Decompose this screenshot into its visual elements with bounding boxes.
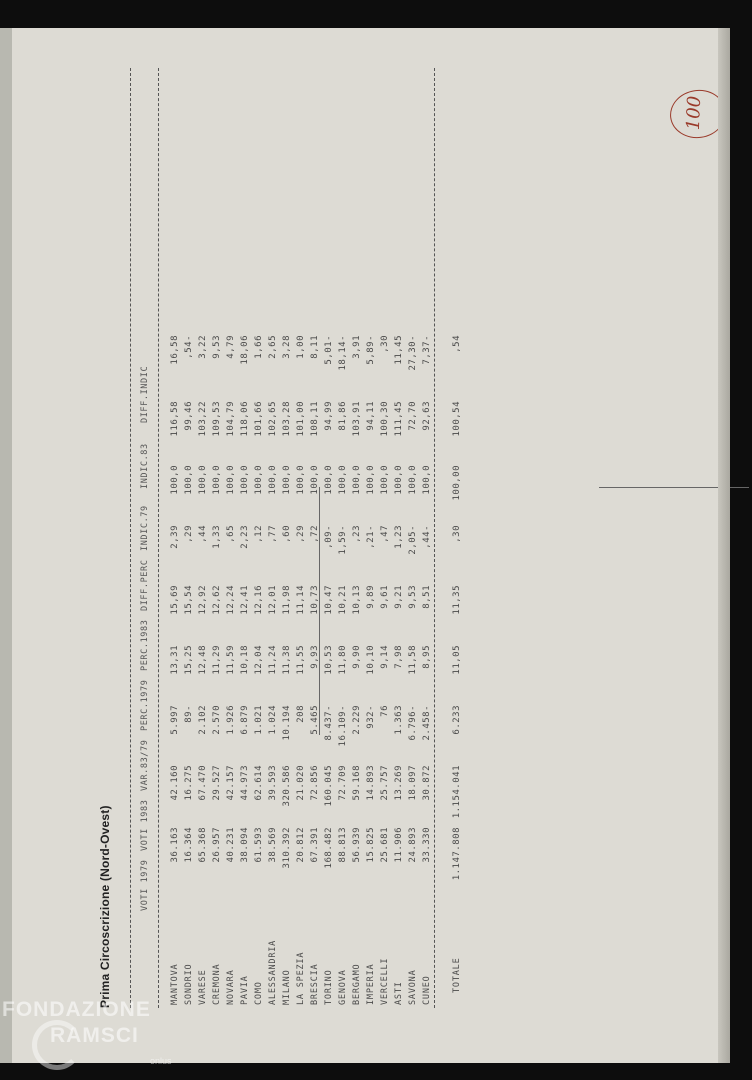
page-edge (718, 28, 730, 1063)
table-cell: 9,93 (310, 645, 320, 669)
table-cell: 5,89- (366, 335, 376, 365)
table-cell: 101,00 (296, 401, 306, 437)
table-cell: 100,0 (338, 465, 348, 495)
table-cell: 102,65 (268, 401, 278, 437)
header-top-rule (130, 68, 131, 1008)
table-cell: 6.796- (408, 705, 418, 741)
table-cell: 33.330 (422, 827, 432, 863)
row-label: VERCELLI (380, 957, 390, 1005)
table-cell: 103,22 (198, 401, 208, 437)
table-cell: 18,14- (338, 335, 348, 371)
table-cell: 310.392 (282, 827, 292, 869)
row-label: TORINO (324, 969, 334, 1005)
table-row (296, 28, 310, 1063)
table-cell: 100,0 (184, 465, 194, 495)
table-cell: 208 (296, 705, 306, 723)
table-cell: 10,73 (310, 585, 320, 615)
table-cell: 100,0 (198, 465, 208, 495)
table-cell: 13.269 (394, 765, 404, 801)
row-label: BRESCIA (310, 963, 320, 1005)
table-cell: 2.102 (198, 705, 208, 735)
table-cell: 100,0 (212, 465, 222, 495)
table-cell: 61.593 (254, 827, 264, 863)
table-cell: 94,11 (366, 401, 376, 431)
row-label: PAVIA (240, 975, 250, 1005)
table-cell: 100,0 (394, 465, 404, 495)
table-cell: 56.939 (352, 827, 362, 863)
table-cell: 29.527 (212, 765, 222, 801)
table-cell: 9,90 (352, 645, 362, 669)
table-cell: 11,59 (226, 645, 236, 675)
table-cell: 3,22 (198, 335, 208, 359)
table-cell: ,65 (226, 525, 236, 543)
table-cell: 21.020 (296, 765, 306, 801)
total-cell: 1.154.041 (452, 765, 462, 819)
table-cell: 12,48 (198, 645, 208, 675)
table-cell: ,09- (324, 525, 334, 549)
table-bottom-rule (434, 68, 435, 1008)
table-cell: 11.906 (394, 827, 404, 863)
table-cell: 11,45 (394, 335, 404, 365)
table-cell: 72,70 (408, 401, 418, 431)
table-cell: 12,01 (268, 585, 278, 615)
table-cell: 42.160 (170, 765, 180, 801)
table-cell: 94,99 (324, 401, 334, 431)
table-cell: 59.168 (352, 765, 362, 801)
row-label: SONDRIO (184, 963, 194, 1005)
table-cell: 1,33 (212, 525, 222, 549)
table-row (324, 28, 338, 1063)
table-cell: 9,89 (366, 585, 376, 609)
table-cell: ,54- (184, 335, 194, 359)
table-cell: 38.569 (268, 827, 278, 863)
table-cell: 20.812 (296, 827, 306, 863)
table-row (254, 28, 268, 1063)
row-label: NOVARA (226, 969, 236, 1005)
table-cell: 16.364 (184, 827, 194, 863)
table-cell: 2,39 (170, 525, 180, 549)
table-cell: 2.458- (422, 705, 432, 741)
table-cell: 103,28 (282, 401, 292, 437)
total-cell: 6.233 (452, 705, 462, 735)
watermark-line3: onlus (150, 1056, 172, 1066)
table-cell: 100,0 (226, 465, 236, 495)
table-cell: 72.709 (338, 765, 348, 801)
table-cell: 92,63 (422, 401, 432, 431)
table-cell: 12,16 (254, 585, 264, 615)
table-row (226, 28, 240, 1063)
table-cell: 5.465 (310, 705, 320, 735)
table-cell: 108,11 (310, 401, 320, 437)
total-cell: 1.147.808 (452, 827, 462, 881)
table-cell: 932- (366, 705, 376, 729)
table-cell: 9,53 (212, 335, 222, 359)
table-cell: ,23 (352, 525, 362, 543)
row-label: IMPERIA (366, 963, 376, 1005)
table-cell: 26.957 (212, 827, 222, 863)
table-cell: 12,24 (226, 585, 236, 615)
table-cell: 2.229 (352, 705, 362, 735)
total-label: TOTALE (452, 957, 462, 993)
table-cell: 12,04 (254, 645, 264, 675)
table-cell: 100,0 (352, 465, 362, 495)
table-cell: 99,46 (184, 401, 194, 431)
table-cell: 14.893 (366, 765, 376, 801)
table-cell: 12,92 (198, 585, 208, 615)
column-header: DIFF.PERC (140, 559, 150, 611)
table-cell: ,44 (198, 525, 208, 543)
row-label: CUNEO (422, 975, 432, 1005)
table-cell: 100,0 (268, 465, 278, 495)
table-row (394, 28, 408, 1063)
table-row (352, 28, 366, 1063)
table-cell: 3,91 (352, 335, 362, 359)
table-cell: 11,38 (282, 645, 292, 675)
table-cell: 44.973 (240, 765, 250, 801)
table-cell: 9,21 (394, 585, 404, 609)
table-cell: 10,21 (338, 585, 348, 615)
rotated-table-area (12, 28, 730, 1063)
table-cell: 100,0 (170, 465, 180, 495)
table-cell: 11,98 (282, 585, 292, 615)
table-cell: 10,47 (324, 585, 334, 615)
row-label: LA SPEZIA (296, 951, 306, 1005)
table-cell: 65.368 (198, 827, 208, 863)
table-cell: 2.570 (212, 705, 222, 735)
table-cell: 76 (380, 705, 390, 717)
table-cell: 8.437- (324, 705, 334, 741)
table-cell: 10,18 (240, 645, 250, 675)
total-cell: 11,05 (452, 645, 462, 675)
table-cell: 25.757 (380, 765, 390, 801)
table-cell: 89- (184, 705, 194, 723)
table-cell: 103,91 (352, 401, 362, 437)
table-cell: 39.593 (268, 765, 278, 801)
table-cell: 100,0 (240, 465, 250, 495)
table-cell: ,60 (282, 525, 292, 543)
table-cell: 100,0 (324, 465, 334, 495)
table-cell: 6.879 (240, 705, 250, 735)
row-label: ASTI (394, 981, 404, 1005)
total-row (452, 28, 466, 1063)
table-cell: 16.275 (184, 765, 194, 801)
handwritten-vertical-line (319, 487, 320, 735)
total-cell: 100,00 (452, 465, 462, 501)
column-header: VOTI 1979 (140, 859, 150, 911)
table-cell: 30.872 (422, 765, 432, 801)
table-cell: 100,0 (282, 465, 292, 495)
table-cell: 24.893 (408, 827, 418, 863)
table-cell: 116,58 (170, 401, 180, 437)
table-cell: 109,53 (212, 401, 222, 437)
table-cell: 100,0 (380, 465, 390, 495)
table-cell: 81,86 (338, 401, 348, 431)
table-cell: 320.586 (282, 765, 292, 807)
table-row (268, 28, 282, 1063)
table-cell: 111,45 (394, 401, 404, 437)
binder-spine (0, 28, 12, 1063)
column-header: VOTI 1983 (140, 799, 150, 851)
table-row (184, 28, 198, 1063)
table-cell: 1,23 (394, 525, 404, 549)
table-row (198, 28, 212, 1063)
table-cell: 10.194 (282, 705, 292, 741)
column-header: PERC.1979 (140, 679, 150, 731)
table-cell: 104,79 (226, 401, 236, 437)
table-cell: 88.813 (338, 827, 348, 863)
table-cell: 15.825 (366, 827, 376, 863)
row-label: GENOVA (338, 969, 348, 1005)
watermark-logo (2, 998, 172, 1066)
table-cell: 168.482 (324, 827, 334, 869)
table-cell: 5.997 (170, 705, 180, 735)
table-cell: 11,80 (338, 645, 348, 675)
table-cell: 4,79 (226, 335, 236, 359)
page-number-text: 100 (682, 95, 706, 131)
table-row (338, 28, 352, 1063)
total-cell: 11,35 (452, 585, 462, 615)
table-cell: 42.157 (226, 765, 236, 801)
table-cell: 15,69 (170, 585, 180, 615)
table-cell: 18,06 (240, 335, 250, 365)
table-cell: 25.681 (380, 827, 390, 863)
table-cell: 11,24 (268, 645, 278, 675)
table-cell: 10,10 (366, 645, 376, 675)
table-cell: ,12 (254, 525, 264, 543)
table-cell: 36.163 (170, 827, 180, 863)
table-cell: ,77 (268, 525, 278, 543)
table-row (240, 28, 254, 1063)
column-header: PERC.1983 (140, 619, 150, 671)
table-cell: 9,61 (380, 585, 390, 609)
row-label: MILANO (282, 969, 292, 1005)
watermark-line1: FONDAZIONE (2, 998, 151, 1021)
table-cell: 72.856 (310, 765, 320, 801)
table-cell: 1,00 (296, 335, 306, 359)
total-cell: ,54 (452, 335, 462, 353)
table-cell: 11,58 (408, 645, 418, 675)
table-cell: 1,66 (254, 335, 264, 359)
table-cell: 100,0 (254, 465, 264, 495)
table-cell: ,30 (380, 335, 390, 353)
row-label: MANTOVA (170, 963, 180, 1005)
table-cell: 100,0 (366, 465, 376, 495)
row-label: BERGAMO (352, 963, 362, 1005)
table-cell: 16.109- (338, 705, 348, 747)
column-header: VAR.83/79 (140, 739, 150, 791)
column-header: INDIC.83 (140, 443, 150, 489)
table-cell: 2,65 (268, 335, 278, 359)
table-cell: 38.094 (240, 827, 250, 863)
table-cell: 67.470 (198, 765, 208, 801)
table-cell: 1,59- (338, 525, 348, 555)
table-cell: ,72 (310, 525, 320, 543)
table-cell: 13,31 (170, 645, 180, 675)
document-page (12, 28, 730, 1063)
table-cell: 15,25 (184, 645, 194, 675)
table-cell: 9,14 (380, 645, 390, 669)
table-cell: 11,14 (296, 585, 306, 615)
table-cell: ,21- (366, 525, 376, 549)
row-label: VARESE (198, 969, 208, 1005)
table-row (170, 28, 184, 1063)
table-cell: 9,53 (408, 585, 418, 609)
table-cell: ,44- (422, 525, 432, 549)
table-cell: 100,0 (296, 465, 306, 495)
table-cell: 2,23 (240, 525, 250, 549)
row-label: CREMONA (212, 963, 222, 1005)
table-row (310, 28, 324, 1063)
table-cell: 7,98 (394, 645, 404, 669)
table-cell: 100,30 (380, 401, 390, 437)
table-cell: 1.021 (254, 705, 264, 735)
table-cell: 11,55 (296, 645, 306, 675)
table-cell: 5,01- (324, 335, 334, 365)
table-cell: 8,11 (310, 335, 320, 359)
row-label: SAVONA (408, 969, 418, 1005)
table-row (408, 28, 422, 1063)
row-label: COMO (254, 981, 264, 1005)
table-row (282, 28, 296, 1063)
table-cell: 1.926 (226, 705, 236, 735)
table-cell: 1.363 (394, 705, 404, 735)
table-cell: 2,05- (408, 525, 418, 555)
table-cell: 16,58 (170, 335, 180, 365)
table-cell: 11,29 (212, 645, 222, 675)
table-cell: 12,62 (212, 585, 222, 615)
page-title: Prima Circoscrizione (Nord-Ovest) (98, 805, 112, 1008)
table-cell: 10,53 (324, 645, 334, 675)
column-header: DIFF.INDIC (140, 365, 150, 423)
table-cell: 8,51 (422, 585, 432, 609)
table-cell: 40.231 (226, 827, 236, 863)
table-row (380, 28, 394, 1063)
table-cell: 12,41 (240, 585, 250, 615)
column-header: INDIC.79 (140, 505, 150, 551)
total-cell: ,30 (452, 525, 462, 543)
table-cell: ,47 (380, 525, 390, 543)
table-cell: 27,30- (408, 335, 418, 371)
table-row (212, 28, 226, 1063)
table-cell: 62.614 (254, 765, 264, 801)
table-row (366, 28, 380, 1063)
table-cell: 100,0 (408, 465, 418, 495)
table-cell: 100,0 (310, 465, 320, 495)
table-cell: ,29 (296, 525, 306, 543)
table-cell: 15,54 (184, 585, 194, 615)
table-cell: 18.097 (408, 765, 418, 801)
row-label: ALESSANDRIA (268, 939, 278, 1005)
table-cell: 1.024 (268, 705, 278, 735)
header-bottom-rule (158, 68, 159, 1008)
table-cell: 10,13 (352, 585, 362, 615)
table-cell: 8,95 (422, 645, 432, 669)
table-cell: 100,0 (422, 465, 432, 495)
total-cell: 100,54 (452, 401, 462, 437)
table-cell: 67.391 (310, 827, 320, 863)
table-cell: 3,28 (282, 335, 292, 359)
table-cell: 7,37- (422, 335, 432, 365)
table-cell: 118,06 (240, 401, 250, 437)
table-cell: ,29 (184, 525, 194, 543)
watermark-line2: RAMSCI (50, 1024, 139, 1047)
table-cell: 160.045 (324, 765, 334, 807)
table-cell: 101,66 (254, 401, 264, 437)
